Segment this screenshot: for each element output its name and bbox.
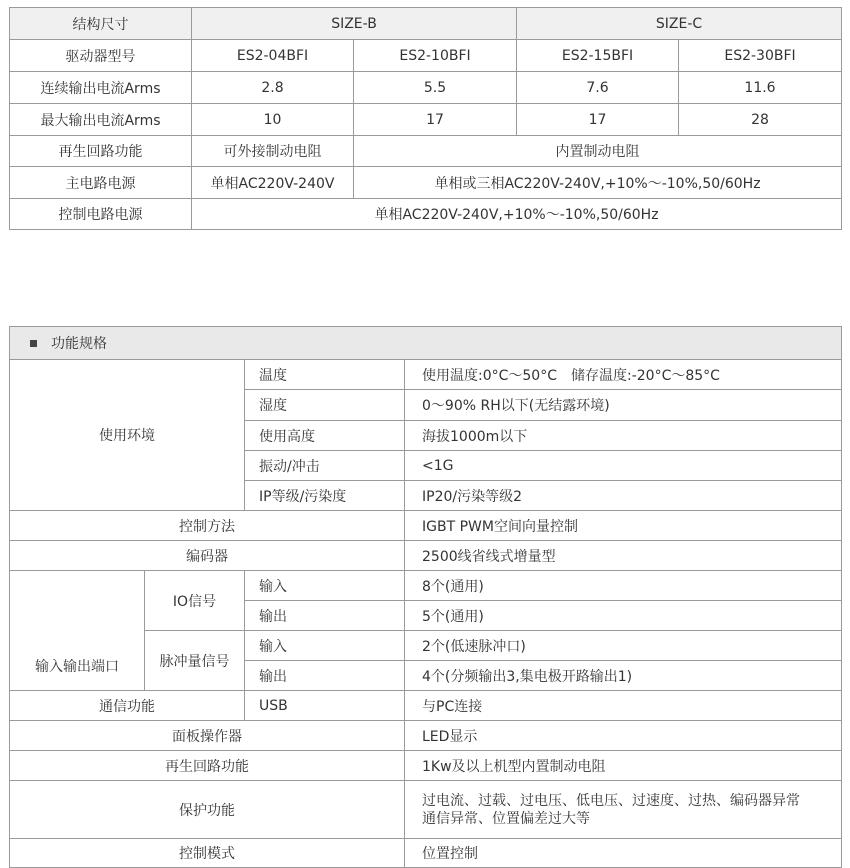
- size-b-header: SIZE-B: [192, 8, 517, 40]
- spec-header-row: [10, 8, 842, 40]
- current-value: 11.6: [679, 72, 842, 104]
- model-cell: ES2-04BFI: [192, 40, 354, 72]
- regen-internal-value: 内置制动电阻: [354, 136, 842, 167]
- model-row: [10, 40, 842, 72]
- protection-label: 保护功能: [10, 781, 405, 839]
- env-item-name: 使用高度: [245, 421, 405, 451]
- protection-row: [10, 781, 842, 839]
- regen-function-label: 再生回路功能: [10, 751, 405, 781]
- control-mode-label: 控制模式: [10, 839, 405, 868]
- env-item-value: <1G: [405, 451, 842, 481]
- continuous-current-row: [10, 72, 842, 104]
- encoder-row: [10, 541, 842, 571]
- env-item-name: IP等级/污染度: [245, 481, 405, 511]
- max-current-label: 最大输出电流Arms: [10, 104, 192, 136]
- pulse-signal-label: 脉冲量信号: [145, 631, 245, 691]
- regen-row: [10, 136, 842, 167]
- regen-function-row: [10, 751, 842, 781]
- function-table: [9, 326, 842, 868]
- current-value: 17: [354, 104, 517, 136]
- panel-value: LED显示: [405, 721, 842, 751]
- model-cell: ES2-10BFI: [354, 40, 517, 72]
- communication-label: 通信功能: [10, 691, 245, 721]
- control-method-row: [10, 511, 842, 541]
- main-power-row: [10, 167, 842, 199]
- io-port-label: 输入输出端口: [10, 571, 145, 691]
- env-item-name: 温度: [245, 360, 405, 390]
- model-cell: ES2-30BFI: [679, 40, 842, 72]
- env-item-name: 湿度: [245, 390, 405, 421]
- control-method-value: IGBT PWM空间向量控制: [405, 511, 842, 541]
- current-value: 2.8: [192, 72, 354, 104]
- continuous-current-label: 连续输出电流Arms: [10, 72, 192, 104]
- protection-line: 过电流、过载、过电压、低电压、过速度、过热、编码器异常: [422, 792, 800, 809]
- control-power-value: 单相AC220V-240V,+10%～-10%,50/60Hz: [192, 199, 842, 230]
- pulse-output-value: 4个(分频输出3,集电极开路输出1): [405, 661, 842, 691]
- function-header-row: [10, 327, 842, 360]
- protection-value: [405, 781, 842, 839]
- max-current-row: [10, 104, 842, 136]
- model-label: 驱动器型号: [10, 40, 192, 72]
- communication-sub: USB: [245, 691, 405, 721]
- communication-row: [10, 691, 842, 721]
- regen-function-value: 1Kw及以上机型内置制动电阻: [405, 751, 842, 781]
- protection-line: 通信异常、位置偏差过大等: [422, 810, 590, 827]
- current-value: 7.6: [517, 72, 679, 104]
- control-power-row: [10, 199, 842, 230]
- structure-size-label: 结构尺寸: [10, 8, 192, 40]
- encoder-value: 2500线省线式增量型: [405, 541, 842, 571]
- function-table-title: [10, 327, 842, 360]
- io-output-label: 输出: [245, 601, 405, 631]
- spec-table: [9, 7, 842, 230]
- control-method-label: 控制方法: [10, 511, 405, 541]
- main-power-other-value: 单相或三相AC220V-240V,+10%～-10%,50/60Hz: [354, 167, 842, 199]
- env-item-name: 振动/冲击: [245, 451, 405, 481]
- current-value: 17: [517, 104, 679, 136]
- control-mode-row: [10, 839, 842, 868]
- env-item-value: IP20/污染等级2: [405, 481, 842, 511]
- pulse-output-label: 输出: [245, 661, 405, 691]
- current-value: 10: [192, 104, 354, 136]
- panel-label: 面板操作器: [10, 721, 405, 751]
- io-signal-label: IO信号: [145, 571, 245, 631]
- io-input-label: 输入: [245, 571, 405, 601]
- function-title-text: 功能规格: [51, 336, 107, 352]
- environment-label: 使用环境: [10, 360, 245, 511]
- encoder-label: 编码器: [10, 541, 405, 571]
- pulse-input-value: 2个(低速脉冲口): [405, 631, 842, 661]
- io-input-value: 8个(通用): [405, 571, 842, 601]
- regen-external-value: 可外接制动电阻: [192, 136, 354, 167]
- communication-value: 与PC连接: [405, 691, 842, 721]
- env-item-value: 使用温度:0°C～50°C 储存温度:-20°C～85°C: [405, 360, 842, 390]
- main-power-label: 主电路电源: [10, 167, 192, 199]
- square-bullet-icon: [30, 340, 37, 347]
- io-row: [10, 571, 842, 601]
- model-cell: ES2-15BFI: [517, 40, 679, 72]
- io-output-value: 5个(通用): [405, 601, 842, 631]
- current-value: 5.5: [354, 72, 517, 104]
- regen-label: 再生回路功能: [10, 136, 192, 167]
- env-row: [10, 360, 842, 390]
- panel-row: [10, 721, 842, 751]
- env-item-value: 0～90% RH以下(无结露环境): [405, 390, 842, 421]
- main-power-first-value: 单相AC220V-240V: [192, 167, 354, 199]
- control-mode-value: 位置控制: [405, 839, 842, 868]
- pulse-input-label: 输入: [245, 631, 405, 661]
- control-power-label: 控制电路电源: [10, 199, 192, 230]
- env-item-value: 海拔1000m以下: [405, 421, 842, 451]
- current-value: 28: [679, 104, 842, 136]
- size-c-header: SIZE-C: [517, 8, 842, 40]
